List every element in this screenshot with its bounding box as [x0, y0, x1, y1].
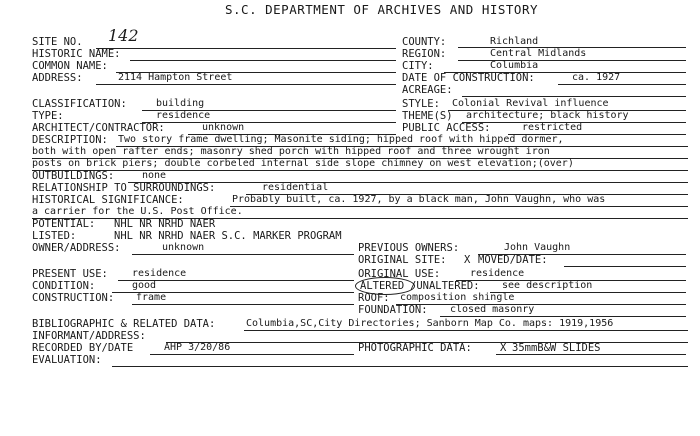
photo-options: 35mmB&W SLIDES	[512, 342, 601, 354]
classification-label: CLASSIFICATION:	[32, 98, 127, 110]
condition-value: good	[132, 280, 157, 291]
historic-name-line	[130, 60, 396, 61]
historical-significance-underline-1	[230, 206, 688, 207]
common-name-label: COMMON NAME:	[32, 60, 108, 72]
owner-address-line	[132, 254, 354, 255]
outbuildings-label: OUTBUILDINGS:	[32, 170, 115, 182]
site-no-line	[96, 48, 396, 49]
acreage-line	[462, 96, 686, 97]
moved-date-line	[564, 266, 686, 267]
classification-value: building	[156, 98, 205, 109]
unaltered-label: /UNALTERED:	[410, 280, 480, 292]
description-underline-3	[32, 170, 688, 171]
style-value: Colonial Revival influence	[452, 98, 609, 109]
date-of-construction-value: ca. 1927	[572, 72, 621, 83]
altered-note: see description	[502, 280, 593, 291]
listed-options: NHL NR NRHD NAER S.C. MARKER PROGRAM	[114, 230, 342, 242]
site-no-value: 142	[108, 26, 139, 45]
themes-label: THEME(S)	[402, 110, 453, 122]
original-site-value: X	[464, 254, 471, 266]
type-label: TYPE:	[32, 110, 64, 122]
informant-label: INFORMANT/ADDRESS:	[32, 330, 146, 342]
previous-owners-label: PREVIOUS OWNERS:	[358, 242, 460, 254]
themes-value: architecture; black history	[466, 110, 629, 121]
roof-line	[396, 304, 686, 305]
recorded-by-value: AHP 3/20/86	[164, 342, 231, 353]
altered-line	[490, 292, 686, 293]
recorded-by-line	[150, 354, 354, 355]
foundation-line	[440, 316, 686, 317]
listed-label: LISTED:	[32, 230, 77, 242]
construction-value: frame	[136, 292, 167, 303]
type-line	[142, 122, 396, 123]
public-access-label: PUBLIC ACCESS:	[402, 122, 491, 134]
construction-line	[132, 304, 354, 305]
historic-name-label: HISTORIC NAME:	[32, 48, 121, 60]
roof-value: composition shingle	[400, 292, 515, 303]
address-value: 2114 Hampton Street	[118, 72, 233, 83]
relationship-value: residential	[262, 182, 329, 193]
type-value: residence	[156, 110, 211, 121]
description-label: DESCRIPTION:	[32, 134, 108, 146]
recorded-by-label: RECORDED BY/DATE	[32, 342, 134, 354]
acreage-label: ACREAGE:	[402, 84, 453, 96]
date-of-construction-label: DATE OF CONSTRUCTION:	[402, 72, 535, 84]
evaluation-line	[112, 366, 688, 367]
owner-address-label: OWNER/ADDRESS:	[32, 242, 121, 254]
potential-options: NHL NR NRHD NAER	[114, 218, 216, 230]
owner-address-value: unknown	[162, 242, 205, 253]
address-line	[96, 84, 396, 85]
public-access-value: restricted	[522, 122, 583, 133]
style-label: STYLE:	[402, 98, 440, 110]
photographic-data-line	[496, 354, 686, 355]
bibliographic-label: BIBLIOGRAPHIC & RELATED DATA:	[32, 318, 216, 330]
present-use-value: residence	[132, 268, 187, 279]
date-of-construction-line	[558, 84, 686, 85]
potential-label: POTENTIAL:	[32, 218, 96, 230]
site-no-label: SITE NO.	[32, 36, 83, 48]
photographic-data-label: PHOTOGRAPHIC DATA:	[358, 342, 472, 354]
outbuildings-value: none	[142, 170, 167, 181]
foundation-value: closed masonry	[450, 304, 535, 315]
foundation-label: FOUNDATION:	[358, 304, 428, 316]
city-value: Columbia	[490, 60, 539, 71]
original-use-value: residence	[470, 268, 525, 279]
county-value: Richland	[490, 36, 539, 47]
original-use-label: ORIGINAL USE:	[358, 268, 441, 280]
description-line-2: both with open rafter ends; masonry shed porch with hipped roof and three wrought iron	[32, 146, 550, 157]
moved-date-label: MOVED/DATE:	[478, 254, 548, 266]
city-label: CITY:	[402, 60, 434, 72]
county-label: COUNTY:	[402, 36, 447, 48]
roof-label: ROOF:	[358, 292, 390, 304]
description-line-3: posts on brick piers; double corbeled internal side slope chimney on west elevation;(over)	[32, 158, 574, 169]
evaluation-label: EVALUATION:	[32, 354, 102, 366]
region-label: REGION:	[402, 48, 447, 60]
construction-label: CONSTRUCTION:	[32, 292, 115, 304]
bibliographic-line	[244, 330, 688, 331]
previous-owners-value: John Vaughn	[504, 242, 571, 253]
architect-value: unknown	[202, 122, 245, 133]
architect-label: ARCHITECT/CONTRACTOR:	[32, 122, 165, 134]
historical-significance-label: HISTORICAL SIGNIFICANCE:	[32, 194, 184, 206]
altered-label: ALTERED	[360, 280, 405, 292]
condition-label: CONDITION:	[32, 280, 96, 292]
region-value: Central Midlands	[490, 48, 587, 59]
photographic-data-value: X	[500, 342, 507, 354]
bibliographic-value: Columbia,SC,City Directories; Sanborn Map Co. maps: 1919,1956	[246, 318, 614, 329]
original-site-label: ORIGINAL SITE:	[358, 254, 447, 266]
historical-significance-line-2: a carrier for the U.S. Post Office.	[32, 206, 243, 217]
relationship-label: RELATIONSHIP TO SURROUNDINGS:	[32, 182, 216, 194]
historical-significance-line-1: Probably built, ca. 1927, by a black man, John Vaughn, who was	[232, 194, 606, 205]
present-use-label: PRESENT USE:	[32, 268, 108, 280]
address-label: ADDRESS:	[32, 72, 83, 84]
description-line-1: Two story frame dwelling; Masonite siding; hipped roof with hipped dormer,	[118, 134, 564, 145]
form-header: S.C. DEPARTMENT OF ARCHIVES AND HISTORY	[225, 2, 538, 17]
